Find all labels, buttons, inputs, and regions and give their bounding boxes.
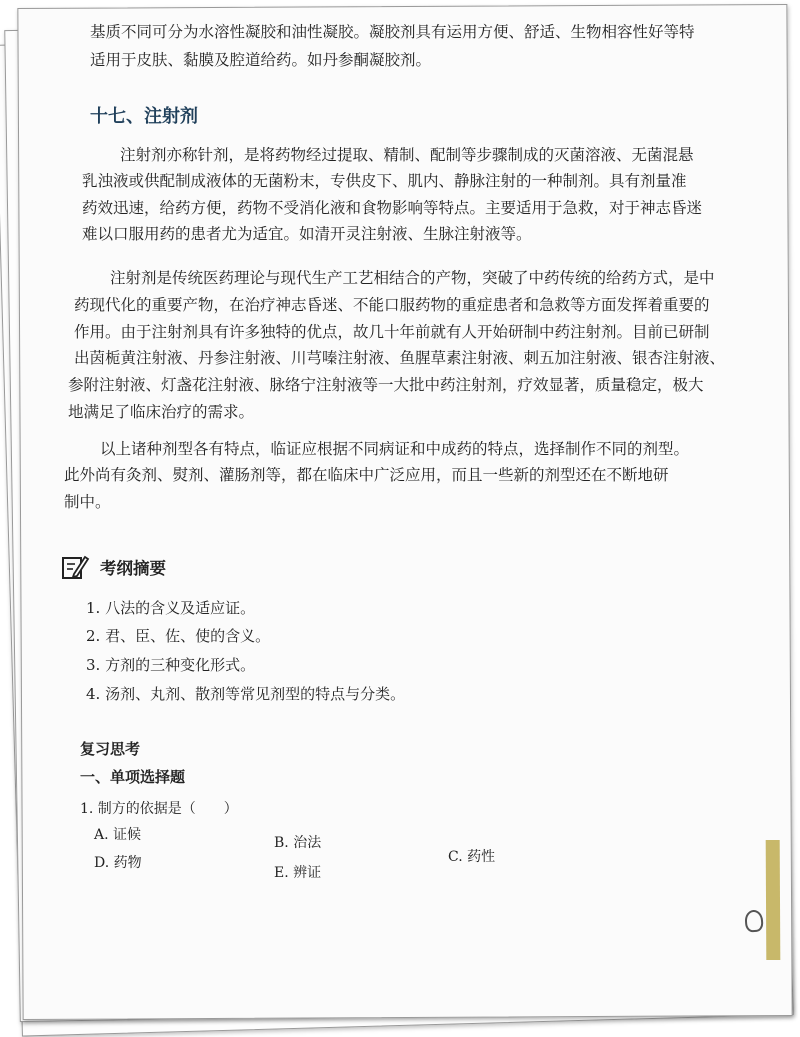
paragraph-line: 出茵栀黄注射液、丹参注射液、川芎嗪注射液、鱼腥草素注射液、刺五加注射液、银杏注射液、 [74, 349, 726, 367]
pencil-note-icon [60, 552, 90, 582]
option-d: D. 药物 [94, 855, 142, 871]
paragraph-line: 制中。 [64, 493, 111, 511]
page-edge-strip [766, 840, 781, 960]
paragraph-line: 药效迅速，给药方便，药物不受消化液和食物影响等特点。主要适用于急救，对于神志昏迷 [82, 199, 703, 217]
page-content [58, 0, 758, 1034]
paragraph-line: 地满足了临床治疗的需求。 [68, 403, 255, 421]
paragraph-line: 注射剂亦称针剂，是将药物经过提取、精制、配制等步骤制成的灭菌溶液、无菌混悬 [120, 146, 694, 164]
syllabus-item: 2. 君、臣、佐、使的含义。 [86, 627, 271, 645]
paragraph-line: 难以口服用药的患者尤为适宜。如清开灵注射液、生脉注射液等。 [82, 225, 532, 243]
option-b: B. 治法 [274, 835, 322, 851]
paragraph-line: 乳浊液或供配制成液体的无菌粉末，专供皮下、肌内、静脉注射的一种制剂。具有剂量准 [82, 172, 687, 190]
syllabus-title: 考纲摘要 [100, 559, 166, 578]
option-e: E. 辨证 [274, 865, 322, 881]
paragraph-line: 以上诸种剂型各有特点，临证应根据不同病证和中成药的特点，选择制作不同的剂型。 [100, 440, 690, 458]
section-title: 十七、注射剂 [90, 106, 198, 127]
syllabus-item: 3. 方剂的三种变化形式。 [86, 656, 256, 674]
review-subtitle: 一、单项选择题 [80, 768, 186, 786]
syllabus-item: 1. 八法的含义及适应证。 [86, 599, 256, 617]
paragraph-line: 参附注射液、灯盏花注射液、脉络宁注射液等一大批中药注射剂，疗效显著，质量稳定，极大 [68, 376, 704, 394]
intro-line: 适用于皮肤、黏膜及腔道给药。如丹参酮凝胶剂。 [90, 51, 432, 69]
syllabus-item: 4. 汤剂、丸剂、散剂等常见剂型的特点与分类。 [86, 685, 406, 703]
option-c: C. 药性 [448, 849, 496, 865]
paragraph-line: 药现代化的重要产物，在治疗神志昏迷、不能口服药物的重症患者和急救等方面发挥着重要的 [74, 296, 710, 314]
review-title: 复习思考 [80, 740, 141, 758]
paragraph-line: 作用。由于注射剂具有许多独特的优点，故几十年前就有人开始研制中药注射剂。目前已研制 [74, 323, 710, 341]
question-text: 1. 制方的依据是（ ） [80, 801, 238, 817]
paragraph-line: 此外尚有灸剂、熨剂、灌肠剂等，都在临床中广泛应用，而且一些新的剂型还在不断地研 [64, 466, 669, 484]
option-a: A. 证候 [94, 827, 142, 843]
syllabus-header [60, 552, 166, 582]
paragraph-line: 注射剂是传统医药理论与现代生产工艺相结合的产物，突破了中药传统的给药方式，是中 [110, 269, 715, 287]
intro-line: 基质不同可分为水溶性凝胶和油性凝胶。凝胶剂具有运用方便、舒适、生物相容性好等特 [90, 23, 695, 41]
